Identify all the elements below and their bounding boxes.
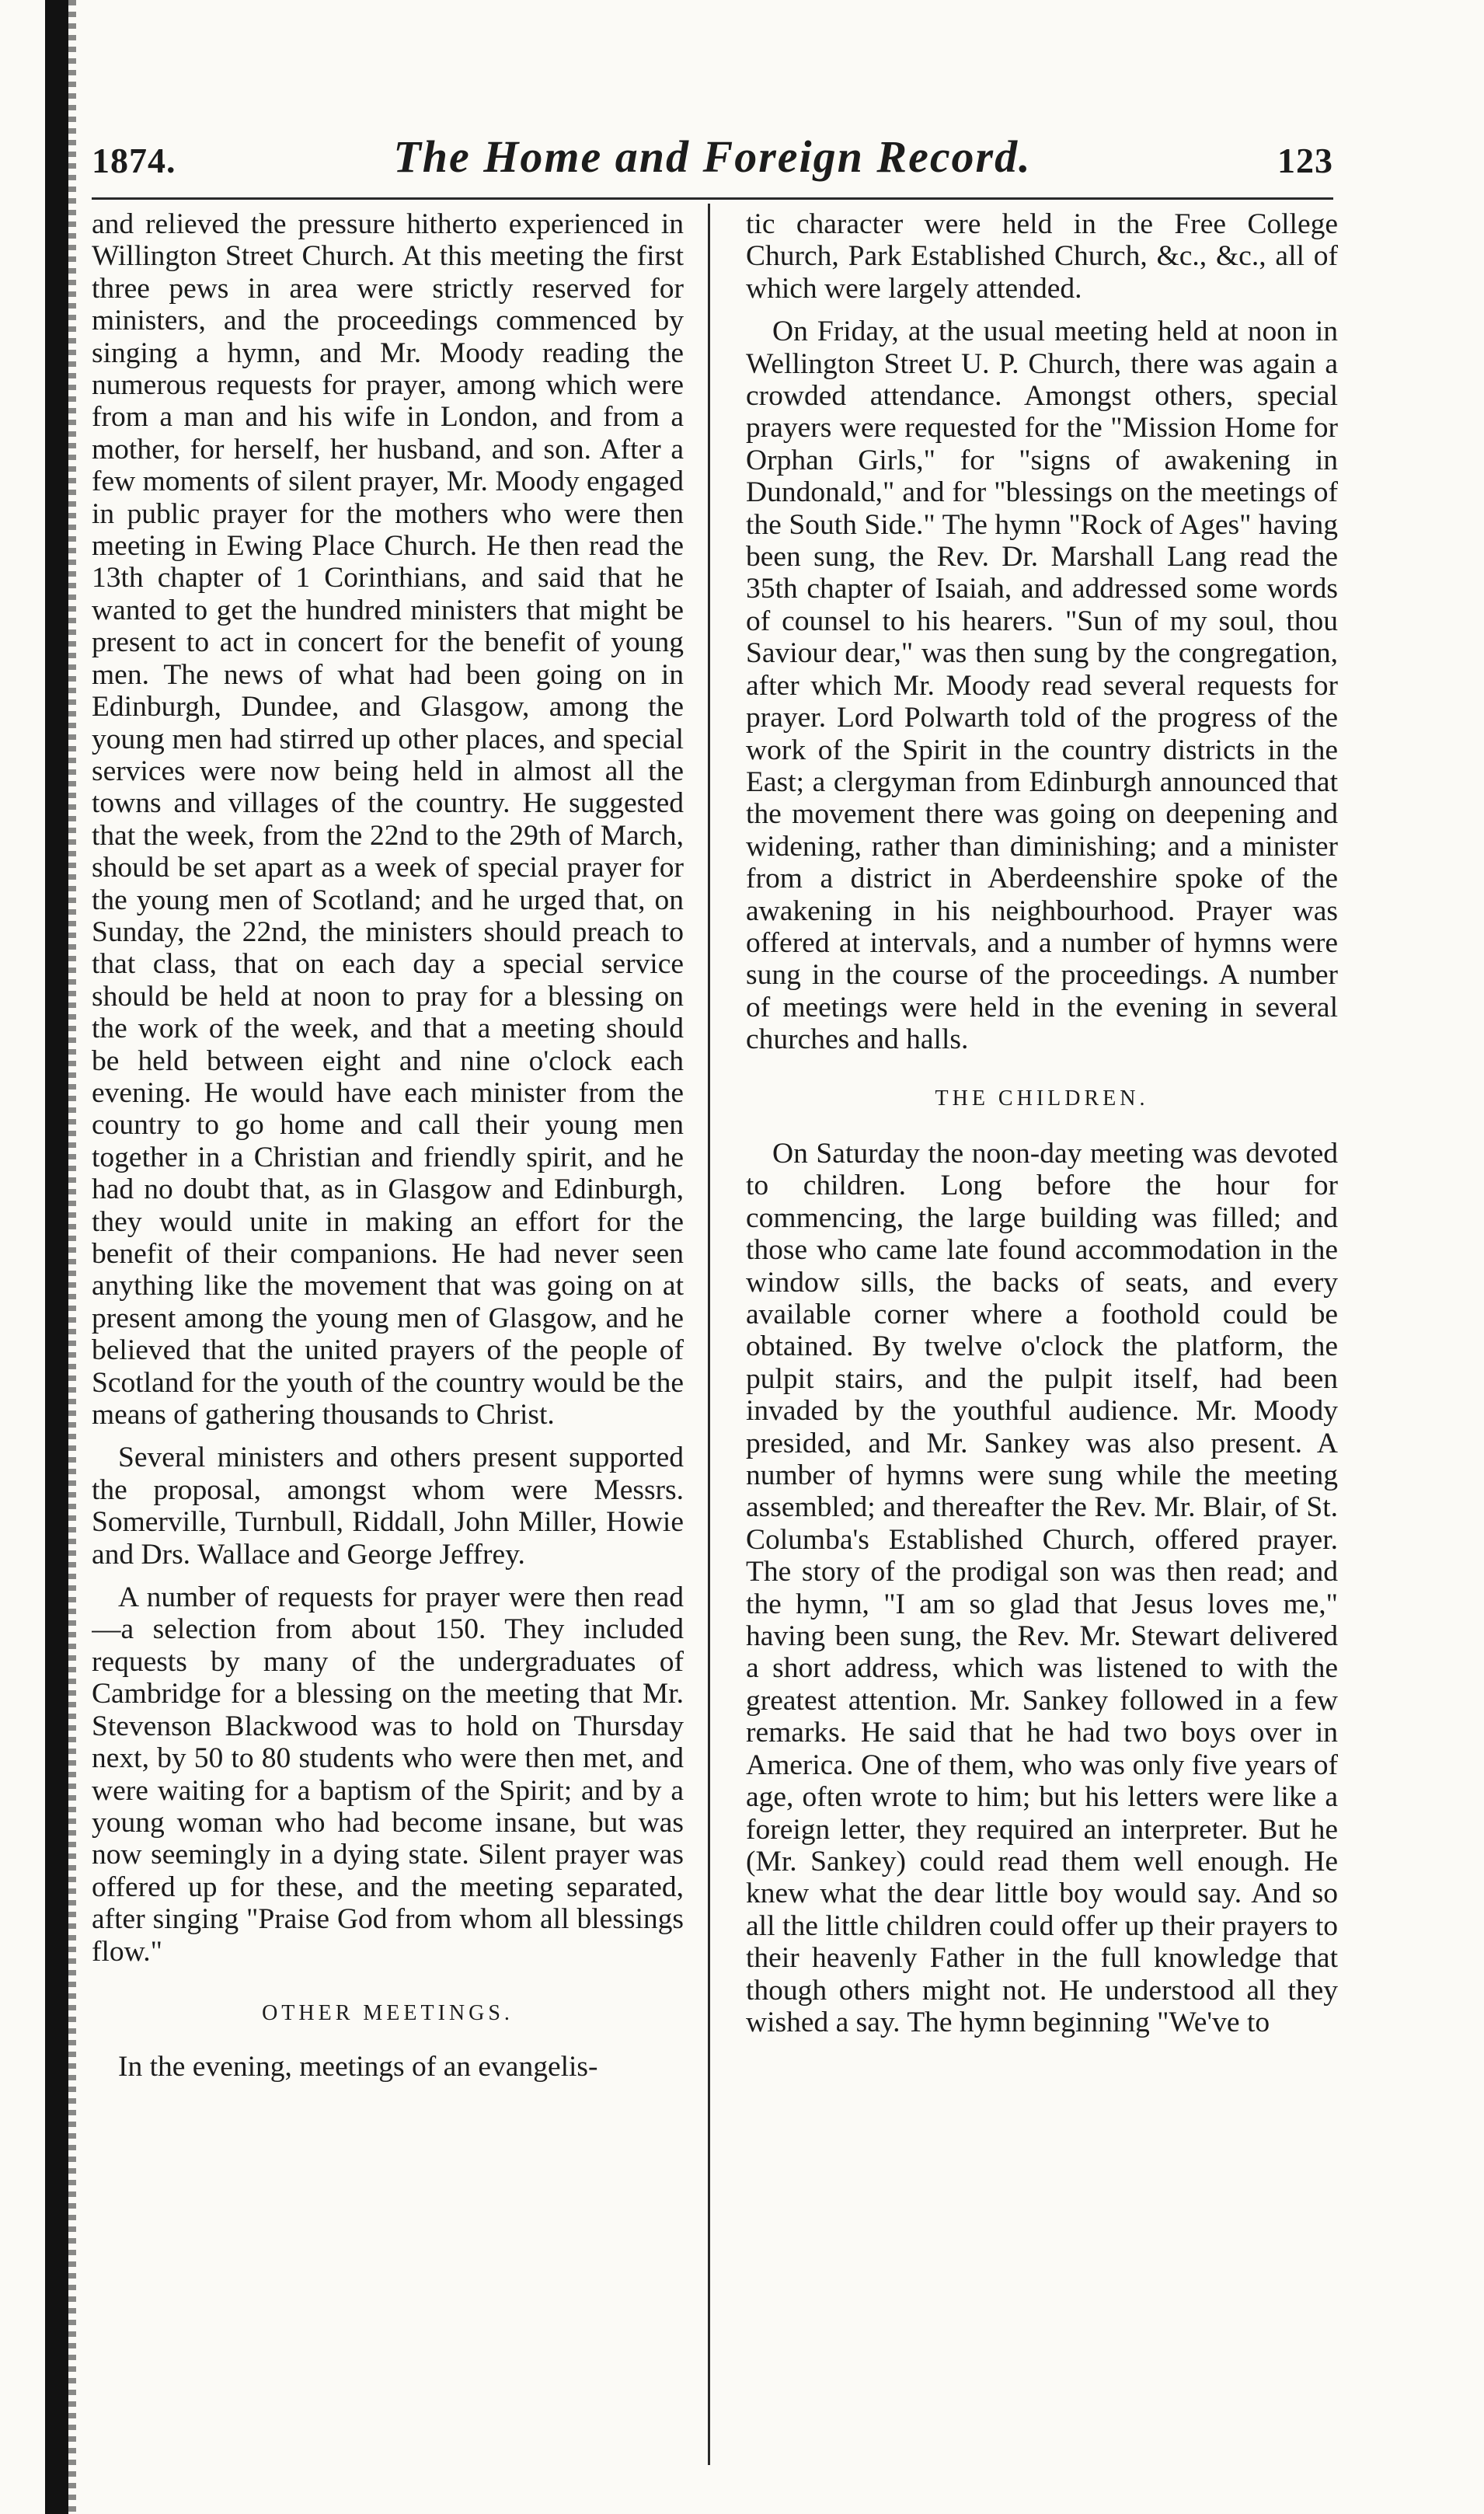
- right-column: [746, 208, 1338, 2462]
- paragraph: and relieved the pressure hitherto experienced in Willington Street Church. At this meeting the first three pews in area were strictly reserved for ministers, and the proceedings commenced by singing a hymn, and Mr. Moody reading the numerous requests for prayer, among which were from a man and his wife in London, and from a mother, for herself, her husband, and son. After a few moments of silent prayer, Mr. Moody engaged in public prayer for the mothers who were then meeting in Ewing Place Church. He then read the 13th chapter of 1 Corinthians, and said that he wanted to get the hundred ministers that might be present to act in concert for the benefit of young men. The news of what had been going on in Edinburgh, Dundee, and Glasgow, among the young men had stirred up other places, and special services were now being held in almost all the towns and villages of the country. He suggested that the week, from the 22nd to the 29th of March, should be set apart as a week of special prayer for the young men of Scotland; and he urged that, on Sunday, the 22nd, the ministers should preach to that class, that on each day a special service should be held at noon to pray for a blessing on the work of the week, and that a meeting should be held between eight and nine o'clock each evening. He would have each minister from the country to go home and call their young men together in a Christian and friendly spirit, and he had no doubt that, as in Glasgow and Edinburgh, they would unite in making an effort for the benefit of their companions. He had never seen anything like the movement that was going on at present among the young men of Glasgow, and he believed that the united prayers of the people of Scotland for the youth of the country would be the means of gathering thousands to Christ.: [92, 208, 684, 1431]
- paragraph: A number of requests for prayer were then read—a selection from about 150. They included requests by many of the undergraduates of Cambridge for a blessing on the meeting that Mr. Stevenson Blackwood was to hold on Thursday next, by 50 to 80 students who were then met, and were waiting for a baptism of the Spirit; and by a young woman who had become insane, but was now seemingly in a dying state. Silent prayer was offered up for these, and the meeting separated, after singing "Praise God from whom all blessings flow.": [92, 1581, 684, 1968]
- header-year: 1874.: [92, 141, 176, 180]
- running-header: [92, 131, 1333, 197]
- page-binding-edge: [45, 0, 68, 2514]
- header-title: The Home and Foreign Record.: [393, 131, 1032, 182]
- paragraph: On Saturday the noon-day meeting was devoted to children. Long before the hour for commencing, the large building was filled; and those who came late found accommodation in the window sills, the backs of seats, and every available corner where a foothold could be obtained. By twelve o'clock the platform, the pulpit stairs, and the pulpit itself, had been invaded by the youthful audience. Mr. Moody presided, and Mr. Sankey was also present. A number of hymns were sung while the meeting assembled; and thereafter the Rev. Mr. Blair, of St. Columba's Established Church, offered prayer. The story of the prodigal son was then read; and the hymn, "I am so glad that Jesus loves me," having been sung, the Rev. Mr. Stewart delivered a short address, which was listened to with the greatest attention. Mr. Sankey followed in a few remarks. He said that he had two boys over in America. One of them, who was only five years of age, often wrote to him; but his letters were like a foreign letter, they required an interpreter. But he (Mr. Sankey) could read them well enough. He knew what the dear little boy would say. And so all the little children could offer up their prayers to their heavenly Father in the full knowledge that though others might not. He understood all they wished a say. The hymn beginning "We've to: [746, 1137, 1338, 2038]
- section-heading-other-meetings: OTHER MEETINGS.: [262, 2000, 514, 2025]
- column-divider: [708, 204, 710, 2465]
- paragraph: tic character were held in the Free College Church, Park Established Church, &c., &c., all of which were largely attended.: [746, 208, 1338, 305]
- section-heading-the-children: THE CHILDREN.: [935, 1086, 1149, 1111]
- paragraph: On Friday, at the usual meeting held at noon in Wellington Street U. P. Church, there was again a crowded attendance. Amongst others, special prayers were requested for the "Mission Home for Orphan Girls," for "signs of awakening in Dundonald," and for "blessings on the meetings of the South Side." The hymn "Rock of Ages" having been sung, the Rev. Dr. Marshall Lang read the 35th chapter of Isaiah, and addressed some words of counsel to his hearers. "Sun of my soul, thou Saviour dear," was then sung by the congregation, after which Mr. Moody read several requests for prayer. Lord Polwarth told of the progress of the work of the Spirit in the country districts in the East; a clergyman from Edinburgh announced that the movement there was going on deepening and widening, rather than diminishing; and a minister from a district in Aberdeenshire spoke of the awakening in his neighbourhood. Prayer was offered at intervals, and a number of hymns were sung in the course of the proceedings. A number of meetings were held in the evening in several churches and halls.: [746, 316, 1338, 1056]
- binding-stitching: [68, 0, 76, 2514]
- paragraph: In the evening, meetings of an evangelis-: [118, 2051, 598, 2083]
- page-number: 123: [1277, 141, 1333, 180]
- header-rule: [92, 197, 1333, 200]
- left-column: [92, 208, 684, 2462]
- paragraph: Several ministers and others present supported the proposal, amongst whom were Messrs. Somerville, Turnbull, Riddall, John Miller, Howie and Drs. Wallace and George Jeffrey.: [92, 1442, 684, 1571]
